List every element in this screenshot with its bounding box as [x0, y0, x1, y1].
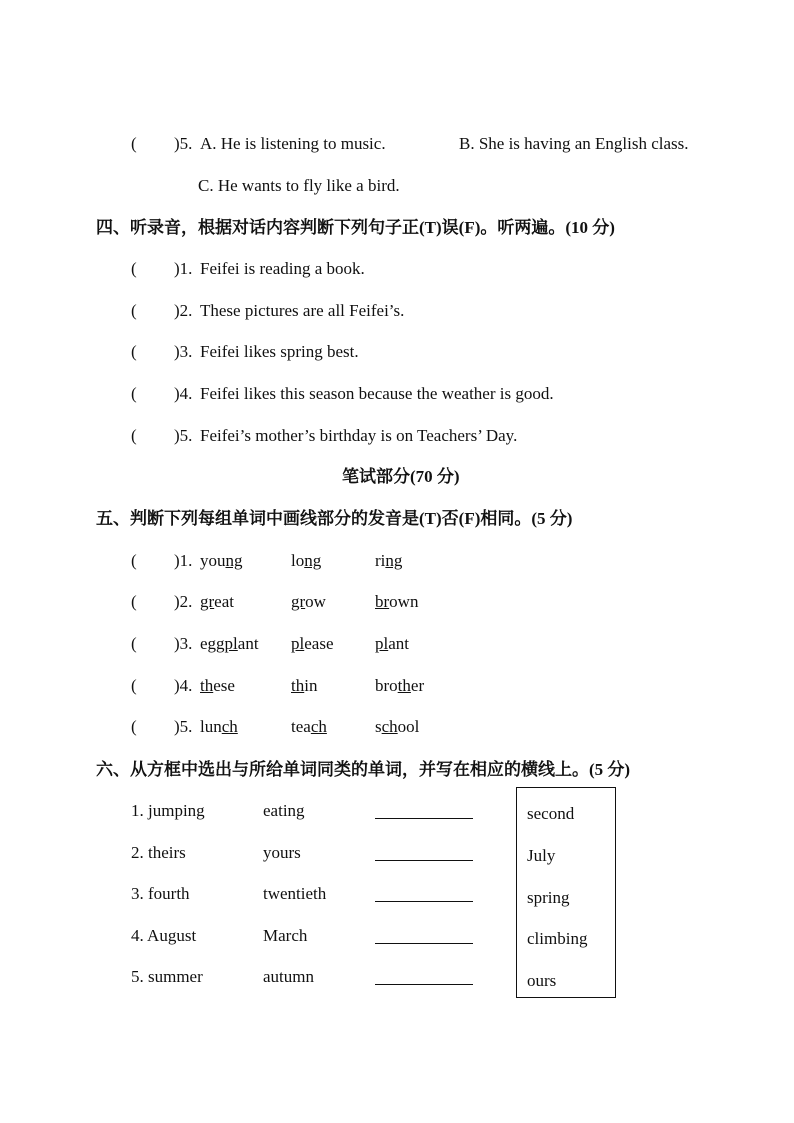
answer-paren: ( — [131, 134, 137, 153]
item-number: )5. — [174, 717, 193, 736]
underlined-letters: ch — [310, 717, 327, 736]
item-number: )3. — [174, 634, 193, 653]
item-text: Feifei is reading a book. — [200, 259, 365, 278]
box-word: spring — [527, 888, 570, 907]
answer-paren: ( — [131, 342, 137, 361]
word-part: tea — [291, 717, 311, 736]
item-text: Feifei likes this season because the weather is good. — [200, 384, 554, 403]
given-word: 5. summer — [131, 967, 203, 986]
answer-paren: ( — [131, 551, 137, 570]
word-part: bro — [375, 676, 398, 695]
item-number: )3. — [174, 342, 193, 361]
given-word: 1. jumping — [131, 801, 205, 820]
item-text: These pictures are all Feifei’s. — [200, 301, 405, 320]
item-number: )4. — [174, 676, 193, 695]
box-word: ours — [527, 971, 557, 990]
box-word: climbing — [527, 929, 588, 948]
word-part: ease — [304, 634, 334, 653]
word-part: in — [304, 676, 318, 695]
given-word: 4. August — [131, 926, 197, 945]
word-part: ow — [305, 592, 326, 611]
underlined-letters: pl — [375, 634, 389, 653]
written-part-title: 笔试部分(70 分) — [342, 467, 460, 486]
word-part: you — [200, 551, 226, 570]
answer-blank[interactable] — [375, 984, 473, 985]
answer-paren: ( — [131, 717, 137, 736]
answer-blank[interactable] — [375, 818, 473, 819]
given-word: 2. theirs — [131, 843, 186, 862]
word-3 — [375, 633, 409, 655]
answer-paren: ( — [131, 592, 137, 611]
example-word: twentieth — [263, 884, 327, 903]
word-2 — [291, 716, 327, 738]
option-b: B. She is having an English class. — [459, 134, 689, 153]
word-part: ant — [237, 634, 259, 653]
word-2 — [291, 591, 326, 613]
underlined-letters: pl — [291, 634, 305, 653]
underlined-letters: th — [397, 676, 411, 695]
underlined-letters: th — [291, 676, 305, 695]
item-number: )2. — [174, 301, 193, 320]
example-word: March — [263, 926, 308, 945]
word-2 — [291, 633, 334, 655]
word-box — [516, 787, 616, 998]
answer-paren: ( — [131, 384, 137, 403]
word-part: eat — [214, 592, 234, 611]
word-part: own — [389, 592, 419, 611]
word-3 — [375, 716, 419, 738]
answer-paren: ( — [131, 634, 137, 653]
word-part: ool — [397, 717, 420, 736]
answer-blank[interactable] — [375, 943, 473, 944]
item-number: )1. — [174, 259, 193, 278]
question-number: )5. — [174, 134, 193, 153]
answer-paren: ( — [131, 301, 137, 320]
underlined-letters: ng — [225, 551, 243, 570]
word-part: ri — [375, 551, 386, 570]
item-number: )5. — [174, 426, 193, 445]
box-word: second — [527, 804, 575, 823]
option-c: C. He wants to fly like a bird. — [198, 176, 400, 195]
word-1 — [200, 716, 238, 738]
section-6-heading: 六、从方框中选出与所给单词同类的单词，并写在相应的横线上。(5 分) — [96, 760, 631, 779]
answer-paren: ( — [131, 426, 137, 445]
example-word: yours — [263, 843, 301, 862]
given-word: 3. fourth — [131, 884, 190, 903]
item-text: Feifei likes spring best. — [200, 342, 359, 361]
answer-paren: ( — [131, 676, 137, 695]
word-1 — [200, 675, 235, 697]
answer-blank[interactable] — [375, 860, 473, 861]
word-part: egg — [200, 634, 225, 653]
item-number: )2. — [174, 592, 193, 611]
underlined-letters: gr — [200, 592, 215, 611]
word-3 — [375, 591, 418, 613]
underlined-letters: pl — [224, 634, 238, 653]
word-1 — [200, 591, 234, 613]
section-4-heading: 四、听录音，根据对话内容判断下列句子正(T)误(F)。听两遍。(10 分) — [96, 218, 615, 237]
word-2 — [291, 675, 317, 697]
underlined-letters: ch — [221, 717, 238, 736]
example-word: eating — [263, 801, 305, 820]
item-number: )4. — [174, 384, 193, 403]
underlined-letters: ng — [304, 551, 322, 570]
box-word: July — [527, 846, 556, 865]
word-part: lun — [200, 717, 222, 736]
word-3 — [375, 675, 424, 697]
option-a: A. He is listening to music. — [200, 134, 386, 153]
item-text: Feifei’s mother’s birthday is on Teachers’ Day. — [200, 426, 518, 445]
underlined-letters: ch — [381, 717, 398, 736]
answer-paren: ( — [131, 259, 137, 278]
underlined-letters: gr — [291, 592, 306, 611]
word-2 — [291, 550, 321, 572]
word-1 — [200, 550, 243, 572]
example-word: autumn — [263, 967, 314, 986]
word-part: s — [375, 717, 382, 736]
underlined-letters: th — [200, 676, 214, 695]
underlined-letters: br — [375, 592, 390, 611]
word-part: er — [410, 676, 425, 695]
word-3 — [375, 550, 402, 572]
underlined-letters: ng — [385, 551, 403, 570]
word-1 — [200, 633, 259, 655]
answer-blank[interactable] — [375, 901, 473, 902]
section-5-heading: 五、判断下列每组单词中画线部分的发音是(T)否(F)相同。(5 分) — [96, 509, 573, 528]
word-part: ese — [213, 676, 235, 695]
word-part: lo — [291, 551, 305, 570]
word-part: ant — [388, 634, 410, 653]
item-number: )1. — [174, 551, 193, 570]
